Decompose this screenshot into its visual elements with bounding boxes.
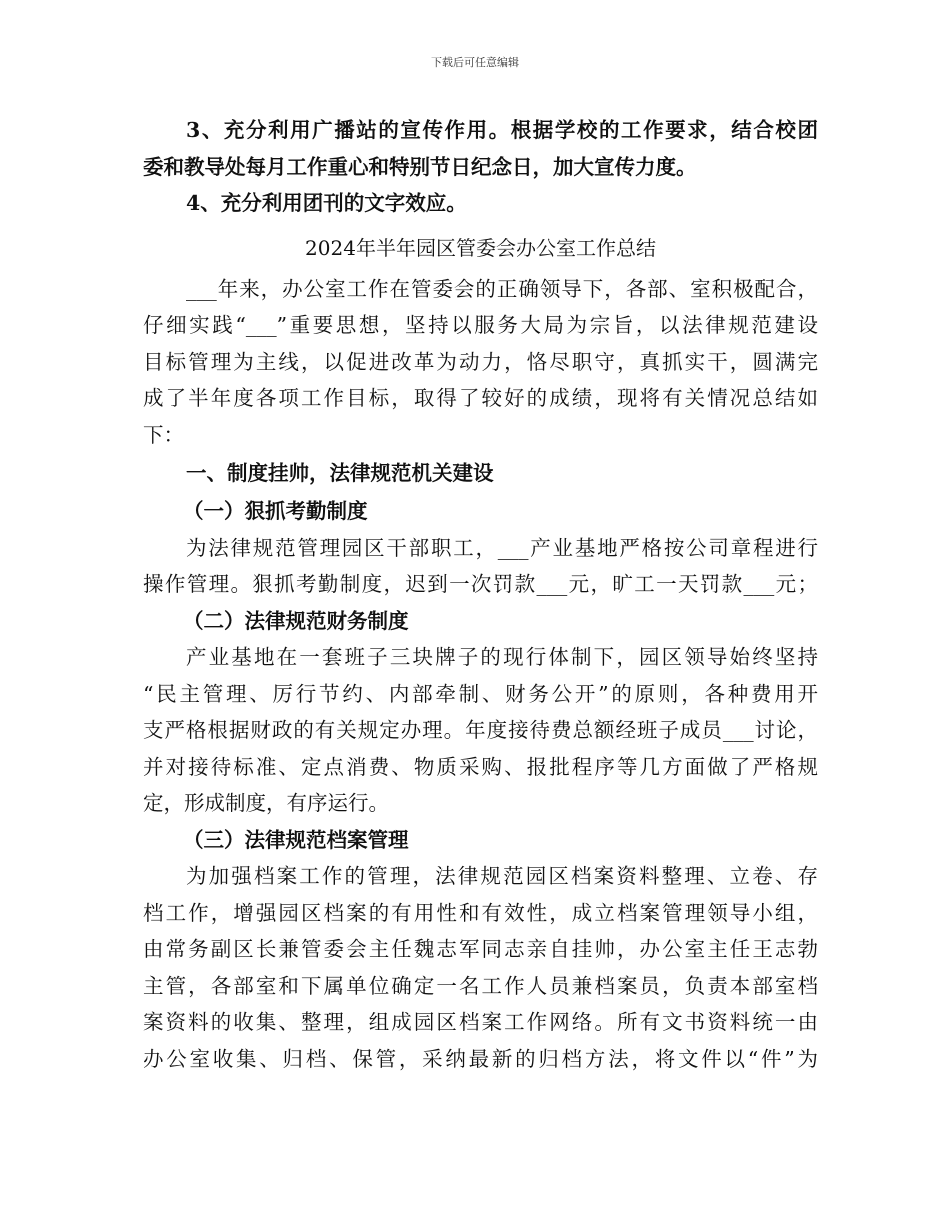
subsection-3-line-5: 案资料的收集、整理，组成园区档案工作网络。所有文书资料统一由: [143, 1010, 818, 1034]
subsection-2-line-1: 产业基地在一套班子三块牌子的现行体制下，园区领导始终坚持: [186, 645, 818, 669]
document-title: 2024年半年园区管委会办公室工作总结: [305, 235, 656, 260]
paragraph-4: 4、充分利用团刊的文字效应。: [186, 191, 467, 215]
paragraph-3-line-2: 委和教导处每月工作重心和特别节日纪念日，加大宣传力度。: [143, 154, 697, 179]
section-heading-1: 一、制度挂帅，法律规范机关建设: [186, 461, 494, 485]
subsection-3-line-4: 主管，各部室和下属单位确定一名工作人员兼档案员，负责本部室档: [143, 973, 818, 998]
document-body: [143, 112, 818, 1077]
subsection-2-line-5: 定，形成制度，有序运行。: [143, 791, 389, 815]
intro-line-4: 成了半年度各项工作目标，取得了较好的成绩，现将有关情况总结如: [143, 386, 818, 410]
subsection-heading-1: （一）狠抓考勤制度: [183, 499, 368, 523]
paragraph-3-line-1: 3、充分利用广播站的宣传作用。根据学校的工作要求，结合校团: [186, 118, 818, 142]
subsection-3-line-2: 档工作，增强园区档案的有用性和有效性，成立档案管理领导小组，: [143, 900, 818, 925]
header-note: 下载后可任意编辑: [431, 56, 519, 69]
subsection-1-line-1: 为法律规范管理园区干部职工，___产业基地严格按公司章程进行: [186, 535, 818, 560]
subsection-2-line-2: “民主管理、厉行节约、内部牵制、财务公开”的原则，各种费用开: [143, 681, 818, 706]
intro-line-5: 下：: [143, 422, 184, 447]
subsection-heading-3: （三）法律规范档案管理: [183, 827, 409, 852]
subsection-3-line-1: 为加强档案工作的管理，法律规范园区档案资料整理、立卷、存: [186, 864, 818, 888]
subsection-heading-2: （二）法律规范财务制度: [183, 608, 409, 633]
subsection-3-line-3: 由常务副区长兼管委会主任魏志军同志亲自挂帅，办公室主任王志勃: [143, 937, 818, 961]
subsection-1-line-2: 操作管理。狠抓考勤制度，迟到一次罚款___元，旷工一天罚款___元；: [143, 572, 818, 596]
subsection-3-line-6: 办公室收集、归档、保管，采纳最新的归档方法，将文件以“件”为: [143, 1046, 818, 1071]
intro-line-2: 仔细实践“___”重要思想，坚持以服务大局为宗旨，以法律规范建设: [143, 313, 818, 337]
subsection-2-line-4: 并对接待标准、定点消费、物质采购、报批程序等几方面做了严格规: [143, 754, 818, 779]
intro-line-3: 目标管理为主线，以促进改革为动力，恪尽职守，真抓实干，圆满完: [143, 349, 818, 374]
intro-line-1: ___年来，办公室工作在管委会的正确领导下，各部、室积极配合，: [186, 276, 818, 301]
subsection-2-line-3: 支严格根据财政的有关规定办理。年度接待费总额经班子成员___讨论，: [143, 718, 818, 742]
